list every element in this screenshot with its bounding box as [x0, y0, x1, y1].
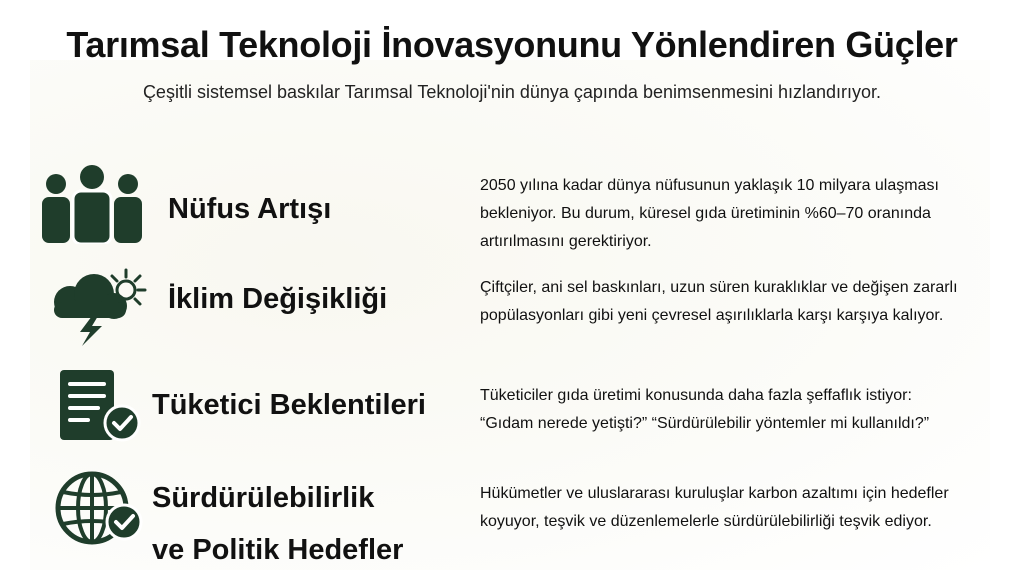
globe-check-icon: [54, 470, 150, 551]
item-label-consumer: Tüketici Beklentileri: [152, 389, 426, 421]
item-description-population: 2050 yılına kadar dünya nüfusunun yaklaşık 10 milyara ulaşması bekleniyor. Bu durum, küresel gıda üretiminin %60–70 oranında artırılmasını gerektiriyor.: [480, 177, 939, 250]
item-label-climate: İklim Değişikliği: [168, 283, 388, 315]
item-description-climate: Çiftçiler, ani sel baskınları, uzun süren kuraklıklar ve değişen zararlı popülasyonları gibi yeni çevresel aşırılıklarla karşı karşıya kalıyor.: [480, 279, 958, 324]
item-description-consumer: Tüketiciler gıda üretimi konusunda daha fazla şeffaflık istiyor: “Gıdam nerede yetişti?” “Sürdürülebilir yöntemler mi kullanıldı?”: [480, 387, 930, 432]
item-label-population: Nüfus Artışı: [168, 193, 332, 225]
item-description-sustainability: Hükümetler ve uluslararası kuruluşlar karbon azaltımı için hedefler koyuyor, teşvik ve düzenlemelerle sürdürülebilirliği teşvik ediyor.: [480, 485, 949, 530]
document-check-icon: [58, 368, 142, 449]
page-title: Tarımsal Teknoloji İnovasyonunu Yönlendiren Güçler: [66, 24, 958, 65]
page-subtitle: Çeşitli sistemsel baskılar Tarımsal Teknoloji'nin dünya çapında benimsenmesini hızlandırıyor.: [142, 82, 882, 102]
item-label-sustainability: Sürdürülebilirlik ve Politik Hedefler: [152, 482, 404, 566]
storm-cloud-sun-icon: [40, 266, 152, 351]
people-group-icon: [38, 164, 146, 249]
